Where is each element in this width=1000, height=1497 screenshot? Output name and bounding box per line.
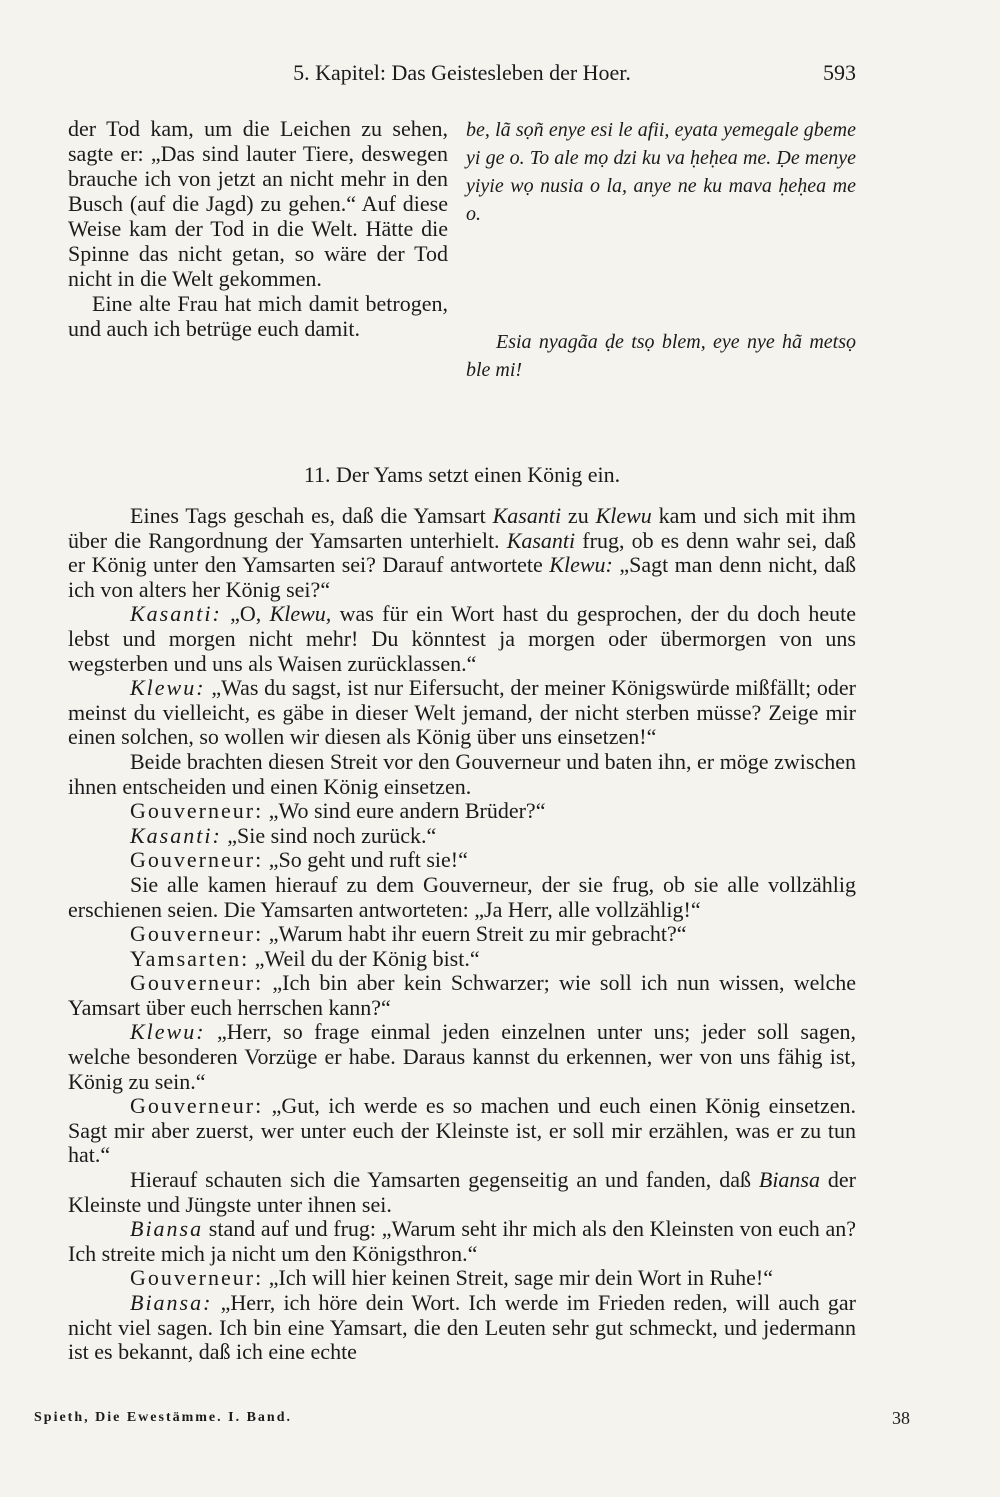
speaker: Yamsarten: <box>130 945 250 971</box>
dialogue-line: Klewu: „Was du sagst, ist nur Eifersucht, der meiner Königswürde mißfällt; oder meinst du vielleicht, es gäbe in dieser Welt jemand, der nicht sterben müsse? Zeige mir einen solchen, so wollen wir diesen als König über uns einsetzen!“ <box>68 675 856 750</box>
speaker: Gouverneur: <box>130 970 264 996</box>
dialogue-line: Gouverneur: „Ich bin aber kein Schwarzer; wie soll ich nun wissen, welche Yamsart über euch herrschen kann?“ <box>68 970 856 1020</box>
german-column <box>68 116 448 341</box>
speaker: Biansa <box>130 1216 204 1242</box>
dialogue-line: Gouverneur: „Ich will hier keinen Streit, sage mir dein Wort in Ruhe!“ <box>130 1265 773 1291</box>
yams-name: Klewu, <box>269 601 332 627</box>
dialogue-line: Gouverneur: „Gut, ich werde es so machen und euch einen König einsetzen. Sagt mir aber zuerst, wer unter euch der Kleinste ist, er soll mir erzählen, was er zu tun hat.“ <box>68 1093 856 1168</box>
dialogue-line: Biansa stand auf und frug: „Warum seht ihr mich als den Kleinsten von euch an? Ich streite mich ja nicht um den Königsthron.“ <box>68 1216 856 1266</box>
running-head <box>68 60 856 94</box>
speaker: Klewu: <box>130 675 206 701</box>
speaker: Gouverneur: <box>130 847 264 873</box>
yams-name: Kasanti <box>506 527 576 553</box>
speaker: Kasanti: <box>130 822 222 848</box>
section-heading: 11. Der Yams setzt einen König ein. <box>303 462 621 487</box>
speaker: Biansa: <box>130 1290 213 1315</box>
footer <box>34 1410 910 1426</box>
dialogue-line: Kasanti: „Sie sind noch zurück.“ <box>130 822 437 848</box>
speaker: Gouverneur: <box>130 798 264 824</box>
dialogue-line: Yamsarten: „Weil du der König bist.“ <box>130 945 480 971</box>
speaker: Klewu: <box>130 1019 206 1045</box>
dialogue-line: Biansa: „Herr, ich höre dein Wort. Ich werde im Frieden reden, will auch gar nicht viel sagen. Ich bin eine Yamsart, die den Leuten sehr gut schmeckt, und jedermann ist es bekannt, daß ich eine echte <box>68 1290 856 1365</box>
speaker: Gouverneur: <box>130 1093 264 1119</box>
german-paragraph: Eine alte Frau hat mich damit betrogen, und auch ich betrüge euch damit. <box>68 291 448 341</box>
yams-name: Kasanti <box>492 503 562 528</box>
paragraph: Hierauf schauten sich die Yamsarten gegenseitig an und fanden, daß Biansa der Kleinste und Jüngste unter ihnen sei. <box>68 1167 856 1217</box>
german-paragraph: der Tod kam, um die Leichen zu sehen, sagte er: „Das sind lauter Tiere, deswegen brauche ich von jetzt an nicht mehr in den Busch (auf die Jagd) zu gehen.“ Auf diese Weise kam der Tod in die Welt. Hätte die Spinne das nicht getan, so wäre der Tod nicht in die Welt gekommen. <box>68 116 448 291</box>
paragraph: Eines Tags geschah es, daß die Yamsart Kasanti zu Klewu kam und sich mit ihm über die Rangordnung der Yamsarten unterhielt. Kasanti frug, ob es denn wahr sei, daß er König unter den Yamsarten sei? Darauf antwortete Klewu: „Sagt man denn nicht, daß ich von alters her König sei?“ <box>68 503 857 602</box>
yams-name: Klewu: <box>549 552 613 578</box>
chapter-title: 5. Kapitel: Das Geistesleben der Hoer. <box>293 60 631 85</box>
dialogue-line: Kasanti: „O, Klewu, was für ein Wort hast du gesprochen, der du doch heute lebst und morgen nicht mehr! Du könntest ja morgen oder übermorgen von uns wegsterben und uns als Waisen zurücklassen.“ <box>68 601 857 676</box>
citation: Spieth, Die Ewestämme. I. Band. <box>34 1410 293 1425</box>
dialogue-line: Gouverneur: „Warum habt ihr euern Streit zu mir gebracht?“ <box>130 921 687 947</box>
yams-name: Biansa <box>758 1167 820 1193</box>
dialogue-line: Klewu: „Herr, so frage einmal jeden einzelnen unter uns; jeder soll sagen, welche besonderen Vorzüge er habe. Daraus kannst du erkennen, wer von uns fähig ist, König zu sein.“ <box>68 1019 856 1094</box>
speaker: Gouverneur: <box>130 1265 264 1291</box>
signature-mark: 38 <box>892 1408 910 1428</box>
dialogue-line: Gouverneur: „Wo sind eure andern Brüder?“ <box>130 798 546 824</box>
paragraph: Sie alle kamen hierauf zu dem Gouverneur, der sie frug, ob sie alle vollzählig erschienen seien. Die Yamsarten antworteten: „Ja Herr, alle vollzählig!“ <box>68 871 856 922</box>
paragraph: Beide brachten diesen Streit vor den Gouverneur und baten ihn, er möge zwischen ihnen entscheiden und einen König einsetzen. <box>68 748 856 799</box>
ewe-paragraph: Esia nyagãa ḍe tsọ blem, eye nye hã metsọ ble mi! <box>466 331 856 381</box>
speaker: Gouverneur: <box>130 921 264 947</box>
page <box>68 60 856 1460</box>
ewe-paragraph: be, lã sọñ enye esi le afii, eyata yemegale gbeme yi ge o. To ale mọ dzi ku va ḥeḥea me. Ḍe menye yiyie wọ nusia o la, anye ne ku mava ḥeḥea me o. <box>466 119 856 225</box>
speaker: Kasanti: <box>130 601 222 627</box>
page-number: 593 <box>823 60 856 85</box>
ewe-column <box>466 116 856 381</box>
story-text <box>68 504 856 1365</box>
yams-name: Klewu <box>595 503 652 528</box>
parallel-text <box>68 116 856 408</box>
dialogue-line: Gouverneur: „So geht und ruft sie!“ <box>130 847 468 873</box>
